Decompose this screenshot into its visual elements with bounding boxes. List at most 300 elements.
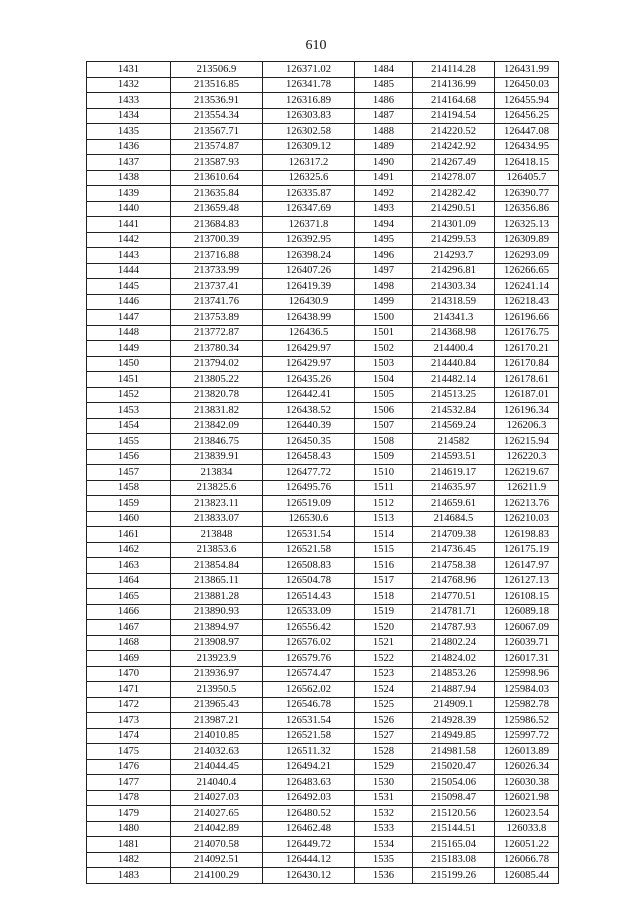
point-number-cell: 1439 — [87, 186, 171, 202]
point-number-cell: 1434 — [87, 108, 171, 124]
y-coordinate-cell: 126067.09 — [495, 620, 559, 636]
x-coordinate-cell: 213659.48 — [171, 201, 263, 217]
x-coordinate-cell: 213733.99 — [171, 263, 263, 279]
x-coordinate-cell: 214781.71 — [413, 604, 495, 620]
point-number-cell: 1482 — [87, 852, 171, 868]
x-coordinate-cell: 214635.97 — [413, 480, 495, 496]
point-number-cell: 1455 — [87, 434, 171, 450]
x-coordinate-cell: 213805.22 — [171, 372, 263, 388]
table-row — [87, 558, 559, 574]
x-coordinate-cell: 213923.9 — [171, 651, 263, 667]
x-coordinate-cell: 213635.84 — [171, 186, 263, 202]
y-coordinate-cell: 125984.03 — [495, 682, 559, 698]
y-coordinate-cell: 126447.08 — [495, 124, 559, 140]
y-coordinate-cell: 125998.96 — [495, 666, 559, 682]
x-coordinate-cell: 214928.39 — [413, 713, 495, 729]
x-coordinate-cell: 213833.07 — [171, 511, 263, 527]
point-number-cell: 1471 — [87, 682, 171, 698]
point-number-cell: 1495 — [355, 232, 413, 248]
point-number-cell: 1465 — [87, 589, 171, 605]
y-coordinate-cell: 126127.13 — [495, 573, 559, 589]
x-coordinate-cell: 214040.4 — [171, 775, 263, 791]
x-coordinate-cell: 214282.42 — [413, 186, 495, 202]
point-number-cell: 1508 — [355, 434, 413, 450]
point-number-cell: 1486 — [355, 93, 413, 109]
x-coordinate-cell: 214194.54 — [413, 108, 495, 124]
y-coordinate-cell: 126449.72 — [263, 837, 355, 853]
point-number-cell: 1475 — [87, 744, 171, 760]
y-coordinate-cell: 126407.26 — [263, 263, 355, 279]
y-coordinate-cell: 126187.01 — [495, 387, 559, 403]
y-coordinate-cell: 126176.75 — [495, 325, 559, 341]
point-number-cell: 1523 — [355, 666, 413, 682]
table-row — [87, 868, 559, 884]
y-coordinate-cell: 126218.43 — [495, 294, 559, 310]
x-coordinate-cell: 213936.97 — [171, 666, 263, 682]
point-number-cell: 1533 — [355, 821, 413, 837]
point-number-cell: 1489 — [355, 139, 413, 155]
point-number-cell: 1496 — [355, 248, 413, 264]
x-coordinate-cell: 213610.64 — [171, 170, 263, 186]
point-number-cell: 1460 — [87, 511, 171, 527]
point-number-cell: 1490 — [355, 155, 413, 171]
y-coordinate-cell: 126430.9 — [263, 294, 355, 310]
point-number-cell: 1484 — [355, 62, 413, 78]
y-coordinate-cell: 126429.97 — [263, 341, 355, 357]
point-number-cell: 1502 — [355, 341, 413, 357]
x-coordinate-cell: 215054.06 — [413, 775, 495, 791]
x-coordinate-cell: 214981.58 — [413, 744, 495, 760]
point-number-cell: 1519 — [355, 604, 413, 620]
y-coordinate-cell: 126477.72 — [263, 465, 355, 481]
point-number-cell: 1516 — [355, 558, 413, 574]
x-coordinate-cell: 214164.68 — [413, 93, 495, 109]
x-coordinate-cell: 213574.87 — [171, 139, 263, 155]
point-number-cell: 1528 — [355, 744, 413, 760]
x-coordinate-cell: 214341.3 — [413, 310, 495, 326]
point-number-cell: 1445 — [87, 279, 171, 295]
table-row — [87, 542, 559, 558]
x-coordinate-cell: 214569.24 — [413, 418, 495, 434]
y-coordinate-cell: 126456.25 — [495, 108, 559, 124]
point-number-cell: 1521 — [355, 635, 413, 651]
y-coordinate-cell: 126210.03 — [495, 511, 559, 527]
x-coordinate-cell: 213737.41 — [171, 279, 263, 295]
x-coordinate-cell: 214296.81 — [413, 263, 495, 279]
x-coordinate-cell: 213965.43 — [171, 697, 263, 713]
table-row — [87, 310, 559, 326]
point-number-cell: 1512 — [355, 496, 413, 512]
y-coordinate-cell: 126436.5 — [263, 325, 355, 341]
x-coordinate-cell: 214853.26 — [413, 666, 495, 682]
point-number-cell: 1505 — [355, 387, 413, 403]
point-number-cell: 1474 — [87, 728, 171, 744]
point-number-cell: 1492 — [355, 186, 413, 202]
table-row — [87, 124, 559, 140]
point-number-cell: 1531 — [355, 790, 413, 806]
y-coordinate-cell: 126434.95 — [495, 139, 559, 155]
table-row — [87, 651, 559, 667]
x-coordinate-cell: 213834 — [171, 465, 263, 481]
table-row — [87, 372, 559, 388]
x-coordinate-cell: 213506.9 — [171, 62, 263, 78]
table-row — [87, 821, 559, 837]
y-coordinate-cell: 126303.83 — [263, 108, 355, 124]
table-row — [87, 449, 559, 465]
x-coordinate-cell: 213831.82 — [171, 403, 263, 419]
x-coordinate-cell: 214044.45 — [171, 759, 263, 775]
y-coordinate-cell: 126576.02 — [263, 635, 355, 651]
point-number-cell: 1510 — [355, 465, 413, 481]
x-coordinate-cell: 214242.92 — [413, 139, 495, 155]
point-number-cell: 1444 — [87, 263, 171, 279]
y-coordinate-cell: 126316.89 — [263, 93, 355, 109]
x-coordinate-cell: 214770.51 — [413, 589, 495, 605]
y-coordinate-cell: 126089.18 — [495, 604, 559, 620]
table-row — [87, 139, 559, 155]
x-coordinate-cell: 213780.34 — [171, 341, 263, 357]
point-number-cell: 1532 — [355, 806, 413, 822]
x-coordinate-cell: 214736.45 — [413, 542, 495, 558]
x-coordinate-cell: 214768.96 — [413, 573, 495, 589]
point-number-cell: 1458 — [87, 480, 171, 496]
point-number-cell: 1438 — [87, 170, 171, 186]
y-coordinate-cell: 126430.12 — [263, 868, 355, 884]
point-number-cell: 1491 — [355, 170, 413, 186]
point-number-cell: 1476 — [87, 759, 171, 775]
point-number-cell: 1447 — [87, 310, 171, 326]
point-number-cell: 1526 — [355, 713, 413, 729]
point-number-cell: 1462 — [87, 542, 171, 558]
y-coordinate-cell: 126017.31 — [495, 651, 559, 667]
y-coordinate-cell: 126418.15 — [495, 155, 559, 171]
x-coordinate-cell: 214440.84 — [413, 356, 495, 372]
x-coordinate-cell: 213881.28 — [171, 589, 263, 605]
table-row — [87, 387, 559, 403]
point-number-cell: 1494 — [355, 217, 413, 233]
x-coordinate-cell: 213842.09 — [171, 418, 263, 434]
table-row — [87, 341, 559, 357]
point-number-cell: 1456 — [87, 449, 171, 465]
y-coordinate-cell: 126531.54 — [263, 713, 355, 729]
point-number-cell: 1437 — [87, 155, 171, 171]
y-coordinate-cell: 126480.52 — [263, 806, 355, 822]
table-row — [87, 325, 559, 341]
y-coordinate-cell: 126147.97 — [495, 558, 559, 574]
x-coordinate-cell: 213839.91 — [171, 449, 263, 465]
x-coordinate-cell: 213825.6 — [171, 480, 263, 496]
y-coordinate-cell: 126431.99 — [495, 62, 559, 78]
y-coordinate-cell: 126492.03 — [263, 790, 355, 806]
y-coordinate-cell: 126013.89 — [495, 744, 559, 760]
x-coordinate-cell: 214042.89 — [171, 821, 263, 837]
y-coordinate-cell: 126494.21 — [263, 759, 355, 775]
y-coordinate-cell: 126508.83 — [263, 558, 355, 574]
y-coordinate-cell: 126219.67 — [495, 465, 559, 481]
point-number-cell: 1517 — [355, 573, 413, 589]
point-number-cell: 1497 — [355, 263, 413, 279]
coordinates-table-body — [87, 62, 559, 884]
point-number-cell: 1507 — [355, 418, 413, 434]
x-coordinate-cell: 214802.24 — [413, 635, 495, 651]
x-coordinate-cell: 214293.7 — [413, 248, 495, 264]
y-coordinate-cell: 126206.3 — [495, 418, 559, 434]
table-row — [87, 666, 559, 682]
x-coordinate-cell: 214114.28 — [413, 62, 495, 78]
x-coordinate-cell: 213567.71 — [171, 124, 263, 140]
table-row — [87, 201, 559, 217]
y-coordinate-cell: 126317.2 — [263, 155, 355, 171]
x-coordinate-cell: 214659.61 — [413, 496, 495, 512]
point-number-cell: 1440 — [87, 201, 171, 217]
table-row — [87, 418, 559, 434]
table-row — [87, 480, 559, 496]
point-number-cell: 1514 — [355, 527, 413, 543]
table-row — [87, 108, 559, 124]
table-row — [87, 852, 559, 868]
table-row — [87, 635, 559, 651]
point-number-cell: 1451 — [87, 372, 171, 388]
point-number-cell: 1480 — [87, 821, 171, 837]
y-coordinate-cell: 126241.14 — [495, 279, 559, 295]
x-coordinate-cell: 213536.91 — [171, 93, 263, 109]
y-coordinate-cell: 126392.95 — [263, 232, 355, 248]
table-row — [87, 620, 559, 636]
x-coordinate-cell: 214582 — [413, 434, 495, 450]
table-row — [87, 496, 559, 512]
y-coordinate-cell: 126438.52 — [263, 403, 355, 419]
y-coordinate-cell: 126504.78 — [263, 573, 355, 589]
point-number-cell: 1453 — [87, 403, 171, 419]
point-number-cell: 1470 — [87, 666, 171, 682]
x-coordinate-cell: 213516.85 — [171, 77, 263, 93]
point-number-cell: 1468 — [87, 635, 171, 651]
point-number-cell: 1499 — [355, 294, 413, 310]
point-number-cell: 1522 — [355, 651, 413, 667]
point-number-cell: 1500 — [355, 310, 413, 326]
point-number-cell: 1432 — [87, 77, 171, 93]
table-row — [87, 279, 559, 295]
y-coordinate-cell: 126309.12 — [263, 139, 355, 155]
x-coordinate-cell: 213846.75 — [171, 434, 263, 450]
table-row — [87, 759, 559, 775]
y-coordinate-cell: 126546.78 — [263, 697, 355, 713]
x-coordinate-cell: 214709.38 — [413, 527, 495, 543]
y-coordinate-cell: 126108.15 — [495, 589, 559, 605]
x-coordinate-cell: 213853.6 — [171, 542, 263, 558]
point-number-cell: 1501 — [355, 325, 413, 341]
y-coordinate-cell: 126033.8 — [495, 821, 559, 837]
y-coordinate-cell: 126220.3 — [495, 449, 559, 465]
y-coordinate-cell: 126196.34 — [495, 403, 559, 419]
x-coordinate-cell: 213820.78 — [171, 387, 263, 403]
x-coordinate-cell: 214318.59 — [413, 294, 495, 310]
point-number-cell: 1536 — [355, 868, 413, 884]
point-number-cell: 1461 — [87, 527, 171, 543]
y-coordinate-cell: 126341.78 — [263, 77, 355, 93]
x-coordinate-cell: 214619.17 — [413, 465, 495, 481]
y-coordinate-cell: 126450.03 — [495, 77, 559, 93]
y-coordinate-cell: 126051.22 — [495, 837, 559, 853]
point-number-cell: 1435 — [87, 124, 171, 140]
table-row — [87, 77, 559, 93]
y-coordinate-cell: 126066.78 — [495, 852, 559, 868]
y-coordinate-cell: 126455.94 — [495, 93, 559, 109]
x-coordinate-cell: 213700.39 — [171, 232, 263, 248]
table-row — [87, 465, 559, 481]
x-coordinate-cell: 214267.49 — [413, 155, 495, 171]
table-row — [87, 728, 559, 744]
y-coordinate-cell: 126438.99 — [263, 310, 355, 326]
x-coordinate-cell: 214513.25 — [413, 387, 495, 403]
table-row — [87, 155, 559, 171]
point-number-cell: 1503 — [355, 356, 413, 372]
table-row — [87, 697, 559, 713]
point-number-cell: 1446 — [87, 294, 171, 310]
y-coordinate-cell: 126196.66 — [495, 310, 559, 326]
table-row — [87, 527, 559, 543]
y-coordinate-cell: 126021.98 — [495, 790, 559, 806]
page-number: 610 — [305, 38, 327, 53]
x-coordinate-cell: 214027.65 — [171, 806, 263, 822]
point-number-cell: 1472 — [87, 697, 171, 713]
x-coordinate-cell: 214368.98 — [413, 325, 495, 341]
x-coordinate-cell: 214909.1 — [413, 697, 495, 713]
point-number-cell: 1511 — [355, 480, 413, 496]
y-coordinate-cell: 126026.34 — [495, 759, 559, 775]
table-row — [87, 62, 559, 78]
table-row — [87, 186, 559, 202]
y-coordinate-cell: 125986.52 — [495, 713, 559, 729]
point-number-cell: 1518 — [355, 589, 413, 605]
x-coordinate-cell: 213854.84 — [171, 558, 263, 574]
point-number-cell: 1469 — [87, 651, 171, 667]
table-row — [87, 573, 559, 589]
x-coordinate-cell: 213716.88 — [171, 248, 263, 264]
point-number-cell: 1504 — [355, 372, 413, 388]
point-number-cell: 1433 — [87, 93, 171, 109]
y-coordinate-cell: 126085.44 — [495, 868, 559, 884]
y-coordinate-cell: 126198.83 — [495, 527, 559, 543]
x-coordinate-cell: 214027.03 — [171, 790, 263, 806]
x-coordinate-cell: 214758.38 — [413, 558, 495, 574]
point-number-cell: 1467 — [87, 620, 171, 636]
point-number-cell: 1457 — [87, 465, 171, 481]
x-coordinate-cell: 213987.21 — [171, 713, 263, 729]
x-coordinate-cell: 214010.85 — [171, 728, 263, 744]
x-coordinate-cell: 214303.34 — [413, 279, 495, 295]
x-coordinate-cell: 214092.51 — [171, 852, 263, 868]
x-coordinate-cell: 213865.11 — [171, 573, 263, 589]
y-coordinate-cell: 126531.54 — [263, 527, 355, 543]
y-coordinate-cell: 126556.42 — [263, 620, 355, 636]
y-coordinate-cell: 126371.02 — [263, 62, 355, 78]
table-row — [87, 217, 559, 233]
point-number-cell: 1466 — [87, 604, 171, 620]
y-coordinate-cell: 126574.47 — [263, 666, 355, 682]
y-coordinate-cell: 126442.41 — [263, 387, 355, 403]
point-number-cell: 1436 — [87, 139, 171, 155]
table-row — [87, 356, 559, 372]
point-number-cell: 1513 — [355, 511, 413, 527]
x-coordinate-cell: 213772.87 — [171, 325, 263, 341]
x-coordinate-cell: 215165.04 — [413, 837, 495, 853]
y-coordinate-cell: 126215.94 — [495, 434, 559, 450]
y-coordinate-cell: 126335.87 — [263, 186, 355, 202]
x-coordinate-cell: 214684.5 — [413, 511, 495, 527]
x-coordinate-cell: 214100.29 — [171, 868, 263, 884]
y-coordinate-cell: 126175.19 — [495, 542, 559, 558]
y-coordinate-cell: 126371.8 — [263, 217, 355, 233]
table-row — [87, 263, 559, 279]
y-coordinate-cell: 126440.39 — [263, 418, 355, 434]
table-row — [87, 93, 559, 109]
point-number-cell: 1493 — [355, 201, 413, 217]
table-row — [87, 806, 559, 822]
x-coordinate-cell: 213890.93 — [171, 604, 263, 620]
table-row — [87, 589, 559, 605]
y-coordinate-cell: 126419.39 — [263, 279, 355, 295]
x-coordinate-cell: 213794.02 — [171, 356, 263, 372]
y-coordinate-cell: 126030.38 — [495, 775, 559, 791]
x-coordinate-cell: 214136.99 — [413, 77, 495, 93]
point-number-cell: 1448 — [87, 325, 171, 341]
y-coordinate-cell: 126398.24 — [263, 248, 355, 264]
y-coordinate-cell: 126405.7 — [495, 170, 559, 186]
x-coordinate-cell: 214400.4 — [413, 341, 495, 357]
table-row — [87, 682, 559, 698]
y-coordinate-cell: 126356.86 — [495, 201, 559, 217]
y-coordinate-cell: 126266.65 — [495, 263, 559, 279]
table-row — [87, 294, 559, 310]
y-coordinate-cell: 126429.97 — [263, 356, 355, 372]
point-number-cell: 1509 — [355, 449, 413, 465]
point-number-cell: 1515 — [355, 542, 413, 558]
x-coordinate-cell: 215120.56 — [413, 806, 495, 822]
x-coordinate-cell: 213848 — [171, 527, 263, 543]
y-coordinate-cell: 126458.43 — [263, 449, 355, 465]
x-coordinate-cell: 214301.09 — [413, 217, 495, 233]
x-coordinate-cell: 214070.58 — [171, 837, 263, 853]
x-coordinate-cell: 213753.89 — [171, 310, 263, 326]
coordinates-table — [86, 61, 559, 884]
x-coordinate-cell: 214949.85 — [413, 728, 495, 744]
table-row — [87, 232, 559, 248]
y-coordinate-cell: 125997.72 — [495, 728, 559, 744]
point-number-cell: 1449 — [87, 341, 171, 357]
point-number-cell: 1525 — [355, 697, 413, 713]
x-coordinate-cell: 214299.53 — [413, 232, 495, 248]
x-coordinate-cell: 213894.97 — [171, 620, 263, 636]
table-row — [87, 170, 559, 186]
point-number-cell: 1478 — [87, 790, 171, 806]
point-number-cell: 1534 — [355, 837, 413, 853]
point-number-cell: 1443 — [87, 248, 171, 264]
point-number-cell: 1485 — [355, 77, 413, 93]
x-coordinate-cell: 214032.63 — [171, 744, 263, 760]
x-coordinate-cell: 215183.08 — [413, 852, 495, 868]
x-coordinate-cell: 214787.93 — [413, 620, 495, 636]
y-coordinate-cell: 126435.26 — [263, 372, 355, 388]
point-number-cell: 1454 — [87, 418, 171, 434]
y-coordinate-cell: 125982.78 — [495, 697, 559, 713]
point-number-cell: 1481 — [87, 837, 171, 853]
y-coordinate-cell: 126533.09 — [263, 604, 355, 620]
x-coordinate-cell: 215020.47 — [413, 759, 495, 775]
table-row — [87, 248, 559, 264]
y-coordinate-cell: 126450.35 — [263, 434, 355, 450]
y-coordinate-cell: 126325.6 — [263, 170, 355, 186]
